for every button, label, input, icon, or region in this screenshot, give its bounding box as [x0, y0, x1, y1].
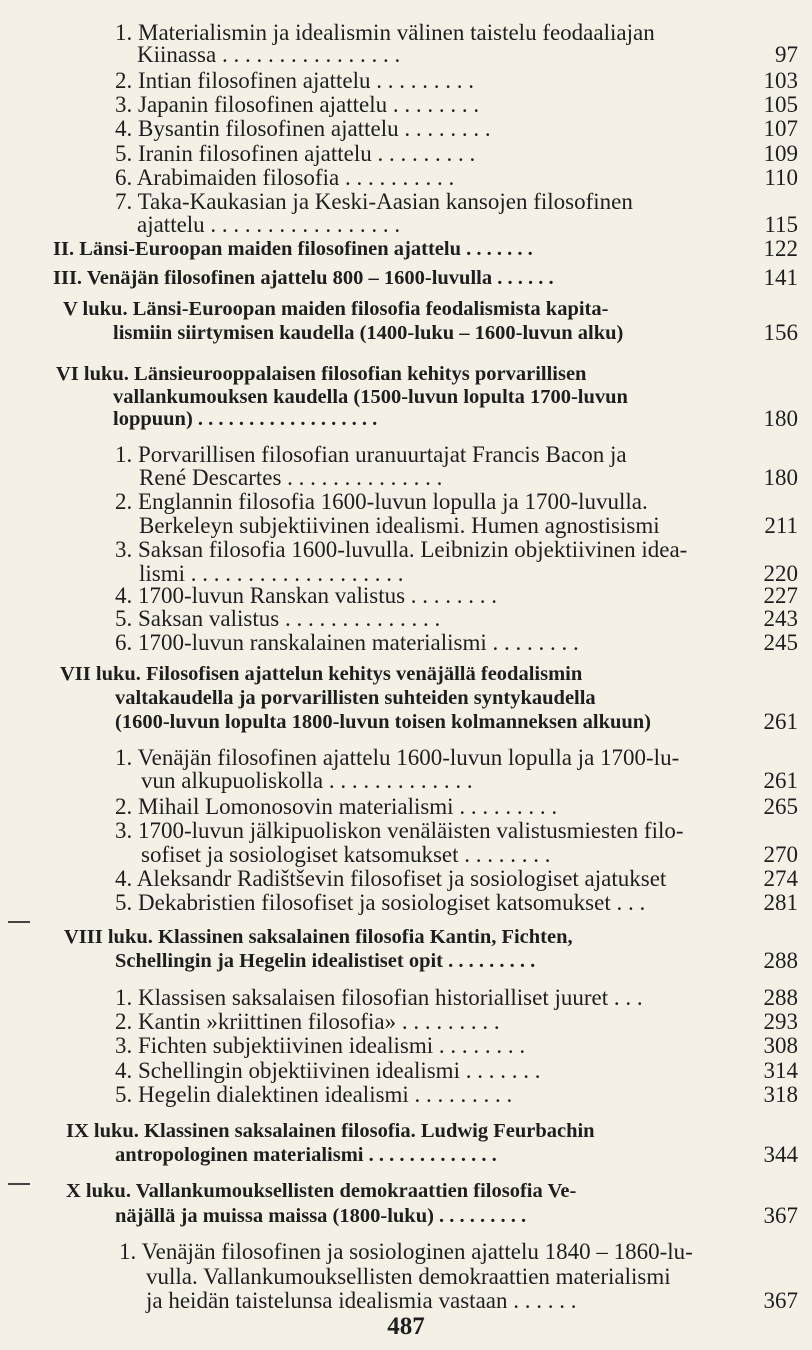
toc-entry-text: 4. 1700-luvun Ranskan valistus . . . . . . . . — [115, 583, 498, 608]
toc-entry-page: 314 — [763, 1058, 798, 1083]
toc-entry-page: 281 — [763, 890, 798, 915]
toc-entry-page: 103 — [763, 68, 798, 93]
toc-entry-page: 105 — [763, 92, 798, 117]
toc-entry-text: lismi . . . . . . . . . . . . . . . . . . . — [139, 561, 404, 586]
toc-entry-text: vun alkupuoliskolla . . . . . . . . . . . . . — [141, 768, 473, 793]
toc-entry-page: 265 — [763, 794, 798, 819]
toc-entry-text: sofiset ja sosiologiset katsomukset . . . . . . . . — [141, 842, 551, 867]
toc-entry-text: III. Venäjän filosofinen ajattelu 800 – 1600-luvulla . . . . . . — [53, 267, 554, 289]
toc-entry-page: 270 — [763, 842, 798, 867]
toc-entry-page: 344 — [763, 1142, 798, 1167]
toc-entry-page: 243 — [763, 606, 798, 631]
toc-entry-page: 122 — [763, 236, 798, 261]
toc-entry-page: 180 — [763, 406, 798, 431]
toc-entry-page: 367 — [763, 1288, 798, 1313]
toc-entry-text: 4. Aleksandr Radištševin filosofiset ja sosiologiset ajatukset — [115, 866, 667, 891]
toc-entry-page: 220 — [763, 561, 798, 586]
toc-entry-page: 318 — [763, 1082, 798, 1107]
page-number: 487 — [387, 1313, 425, 1340]
toc-entry-page: 180 — [763, 465, 798, 490]
toc-entry-text: X luku. Vallankumouksellisten demokraattien filosofia Ve- — [66, 1180, 577, 1202]
toc-entry-text: IX luku. Klassinen saksalainen filosofia. Ludwig Feurbachin — [66, 1120, 595, 1142]
toc-entry-text: antropologinen materialismi . . . . . . . . . . . . . — [115, 1144, 497, 1166]
toc-entry-text: 4. Bysantin filosofinen ajattelu . . . . . . . . — [115, 116, 491, 141]
toc-entry-text: 4. Schellingin objektiivinen idealismi . . . . . . . — [115, 1058, 541, 1083]
toc-entry-text: 2. Kantin »kriittinen filosofia» . . . . . . . . . — [115, 1009, 500, 1034]
toc-entry-text: lismiin siirtymisen kaudella (1400-luku – 1600-luvun alku) — [113, 322, 624, 344]
toc-entry-text: näjällä ja muissa maissa (1800-luku) . . . . . . . . . — [115, 1205, 527, 1227]
toc-entry-text: 1. Klassisen saksalaisen filosofian historialliset juuret . . . — [115, 985, 643, 1010]
toc-entry-page: 367 — [763, 1203, 798, 1228]
toc-entry-text: V luku. Länsi-Euroopan maiden filosofia feodalismista kapita- — [63, 298, 609, 320]
toc-entry-text: 6. 1700-luvun ranskalainen materialismi . . . . . . . . — [115, 630, 579, 655]
toc-entry-page: 109 — [763, 141, 798, 166]
toc-entry-text: Schellingin ja Hegelin idealistiset opit . . . . . . . . . — [115, 950, 536, 972]
toc-entry-page: 288 — [763, 985, 798, 1010]
toc-entry-page: 245 — [763, 630, 798, 655]
toc-entry-page: 274 — [763, 866, 798, 891]
toc-entry-text: 7. Taka-Kaukasian ja Keski-Aasian kansojen filosofinen — [115, 189, 633, 214]
toc-entry-text: vulla. Vallankumouksellisten demokraattien materialismi — [146, 1264, 671, 1289]
toc-entry-page: 110 — [764, 165, 798, 190]
margin-pencil-mark — [8, 1183, 30, 1185]
toc-entry-page: 288 — [763, 948, 798, 973]
toc-entry-text: (1600-luvun lopulta 1800-luvun toisen kolmanneksen alkuun) — [115, 711, 652, 733]
toc-entry-text: 2. Englannin filosofia 1600-luvun lopulla ja 1700-luvulla. — [115, 489, 648, 514]
toc-entry-text: 1. Venäjän filosofinen ajattelu 1600-luvun lopulla ja 1700-lu- — [115, 745, 680, 770]
toc-entry-text: 3. Saksan filosofia 1600-luvulla. Leibnizin objektiivinen idea- — [115, 537, 688, 562]
toc-entry-page: 115 — [764, 212, 798, 237]
toc-entry-page: 227 — [763, 583, 798, 608]
toc-entry-text: 3. Fichten subjektiivinen idealismi . . . . . . . . — [115, 1033, 526, 1058]
toc-entry-page: 97 — [775, 42, 798, 67]
toc-entry-text: 2. Mihail Lomonosovin materialismi . . . . . . . . . — [115, 794, 558, 819]
toc-entry-text: 5. Saksan valistus . . . . . . . . . . . . . . — [115, 606, 441, 631]
toc-entry-page: 107 — [763, 116, 798, 141]
toc-entry-text: ajattelu . . . . . . . . . . . . . . . . . — [137, 212, 401, 237]
toc-entry-text: VIII luku. Klassinen saksalainen filosofia Kantin, Fichten, — [64, 926, 573, 948]
toc-entry-text: VII luku. Filosofisen ajattelun kehitys venäjällä feodalismin — [60, 663, 583, 685]
toc-entry-page: 261 — [763, 768, 798, 793]
toc-entry-text: 3. Japanin filosofinen ajattelu . . . . . . . . — [115, 92, 480, 117]
toc-entry-page: 293 — [763, 1009, 798, 1034]
toc-entry-text: 5. Iranin filosofinen ajattelu . . . . . . . . . — [115, 141, 476, 166]
toc-entry-page: 156 — [763, 320, 798, 345]
toc-entry-text: VI luku. Länsieurooppalaisen filosofian kehitys porvarillisen — [56, 363, 587, 385]
toc-entry-page: 141 — [763, 265, 798, 290]
toc-entry-text: 1. Venäjän filosofinen ja sosiologinen ajattelu 1840 – 1860-lu- — [119, 1239, 693, 1264]
toc-entry-text: 5. Dekabristien filosofiset ja sosiologiset katsomukset . . . — [115, 890, 646, 915]
toc-entry-page: 211 — [764, 513, 798, 538]
toc-entry-text: 3. 1700-luvun jälkipuoliskon venäläisten valistusmiesten filo- — [115, 818, 684, 843]
toc-entry-text: II. Länsi-Euroopan maiden filosofinen ajattelu . . . . . . . — [53, 238, 533, 260]
toc-entry-text: valtakaudella ja porvarillisten suhteiden syntykaudella — [115, 687, 596, 709]
toc-entry-text: 1. Materialismin ja idealismin välinen taistelu feodaaliajan — [115, 20, 655, 45]
toc-entry-text: loppuun) . . . . . . . . . . . . . . . . . . — [113, 408, 378, 430]
toc-entry-text: vallankumouksen kaudella (1500-luvun lopulta 1700-luvun — [113, 386, 628, 408]
toc-entry-text: Kiinassa . . . . . . . . . . . . . . . . — [137, 42, 401, 67]
toc-entry-text: 5. Hegelin dialektinen idealismi . . . . . . . . . — [115, 1082, 513, 1107]
toc-entry-page: 308 — [763, 1033, 798, 1058]
toc-entry-text: 6. Arabimaiden filosofia . . . . . . . . . . — [115, 165, 455, 190]
toc-entry-text: 2. Intian filosofinen ajattelu . . . . . . . . . — [115, 68, 474, 93]
toc-entry-text: Berkeleyn subjektiivinen idealismi. Humen agnostisismi — [139, 513, 660, 538]
toc-entry-page: 261 — [763, 709, 798, 734]
margin-pencil-mark — [8, 921, 30, 923]
toc-entry-text: René Descartes . . . . . . . . . . . . . . — [139, 465, 443, 490]
toc-entry-text: 1. Porvarillisen filosofian uranuurtajat Francis Bacon ja — [115, 442, 627, 467]
toc-entry-text: ja heidän taistelunsa idealismia vastaan . . . . . . — [146, 1288, 577, 1313]
